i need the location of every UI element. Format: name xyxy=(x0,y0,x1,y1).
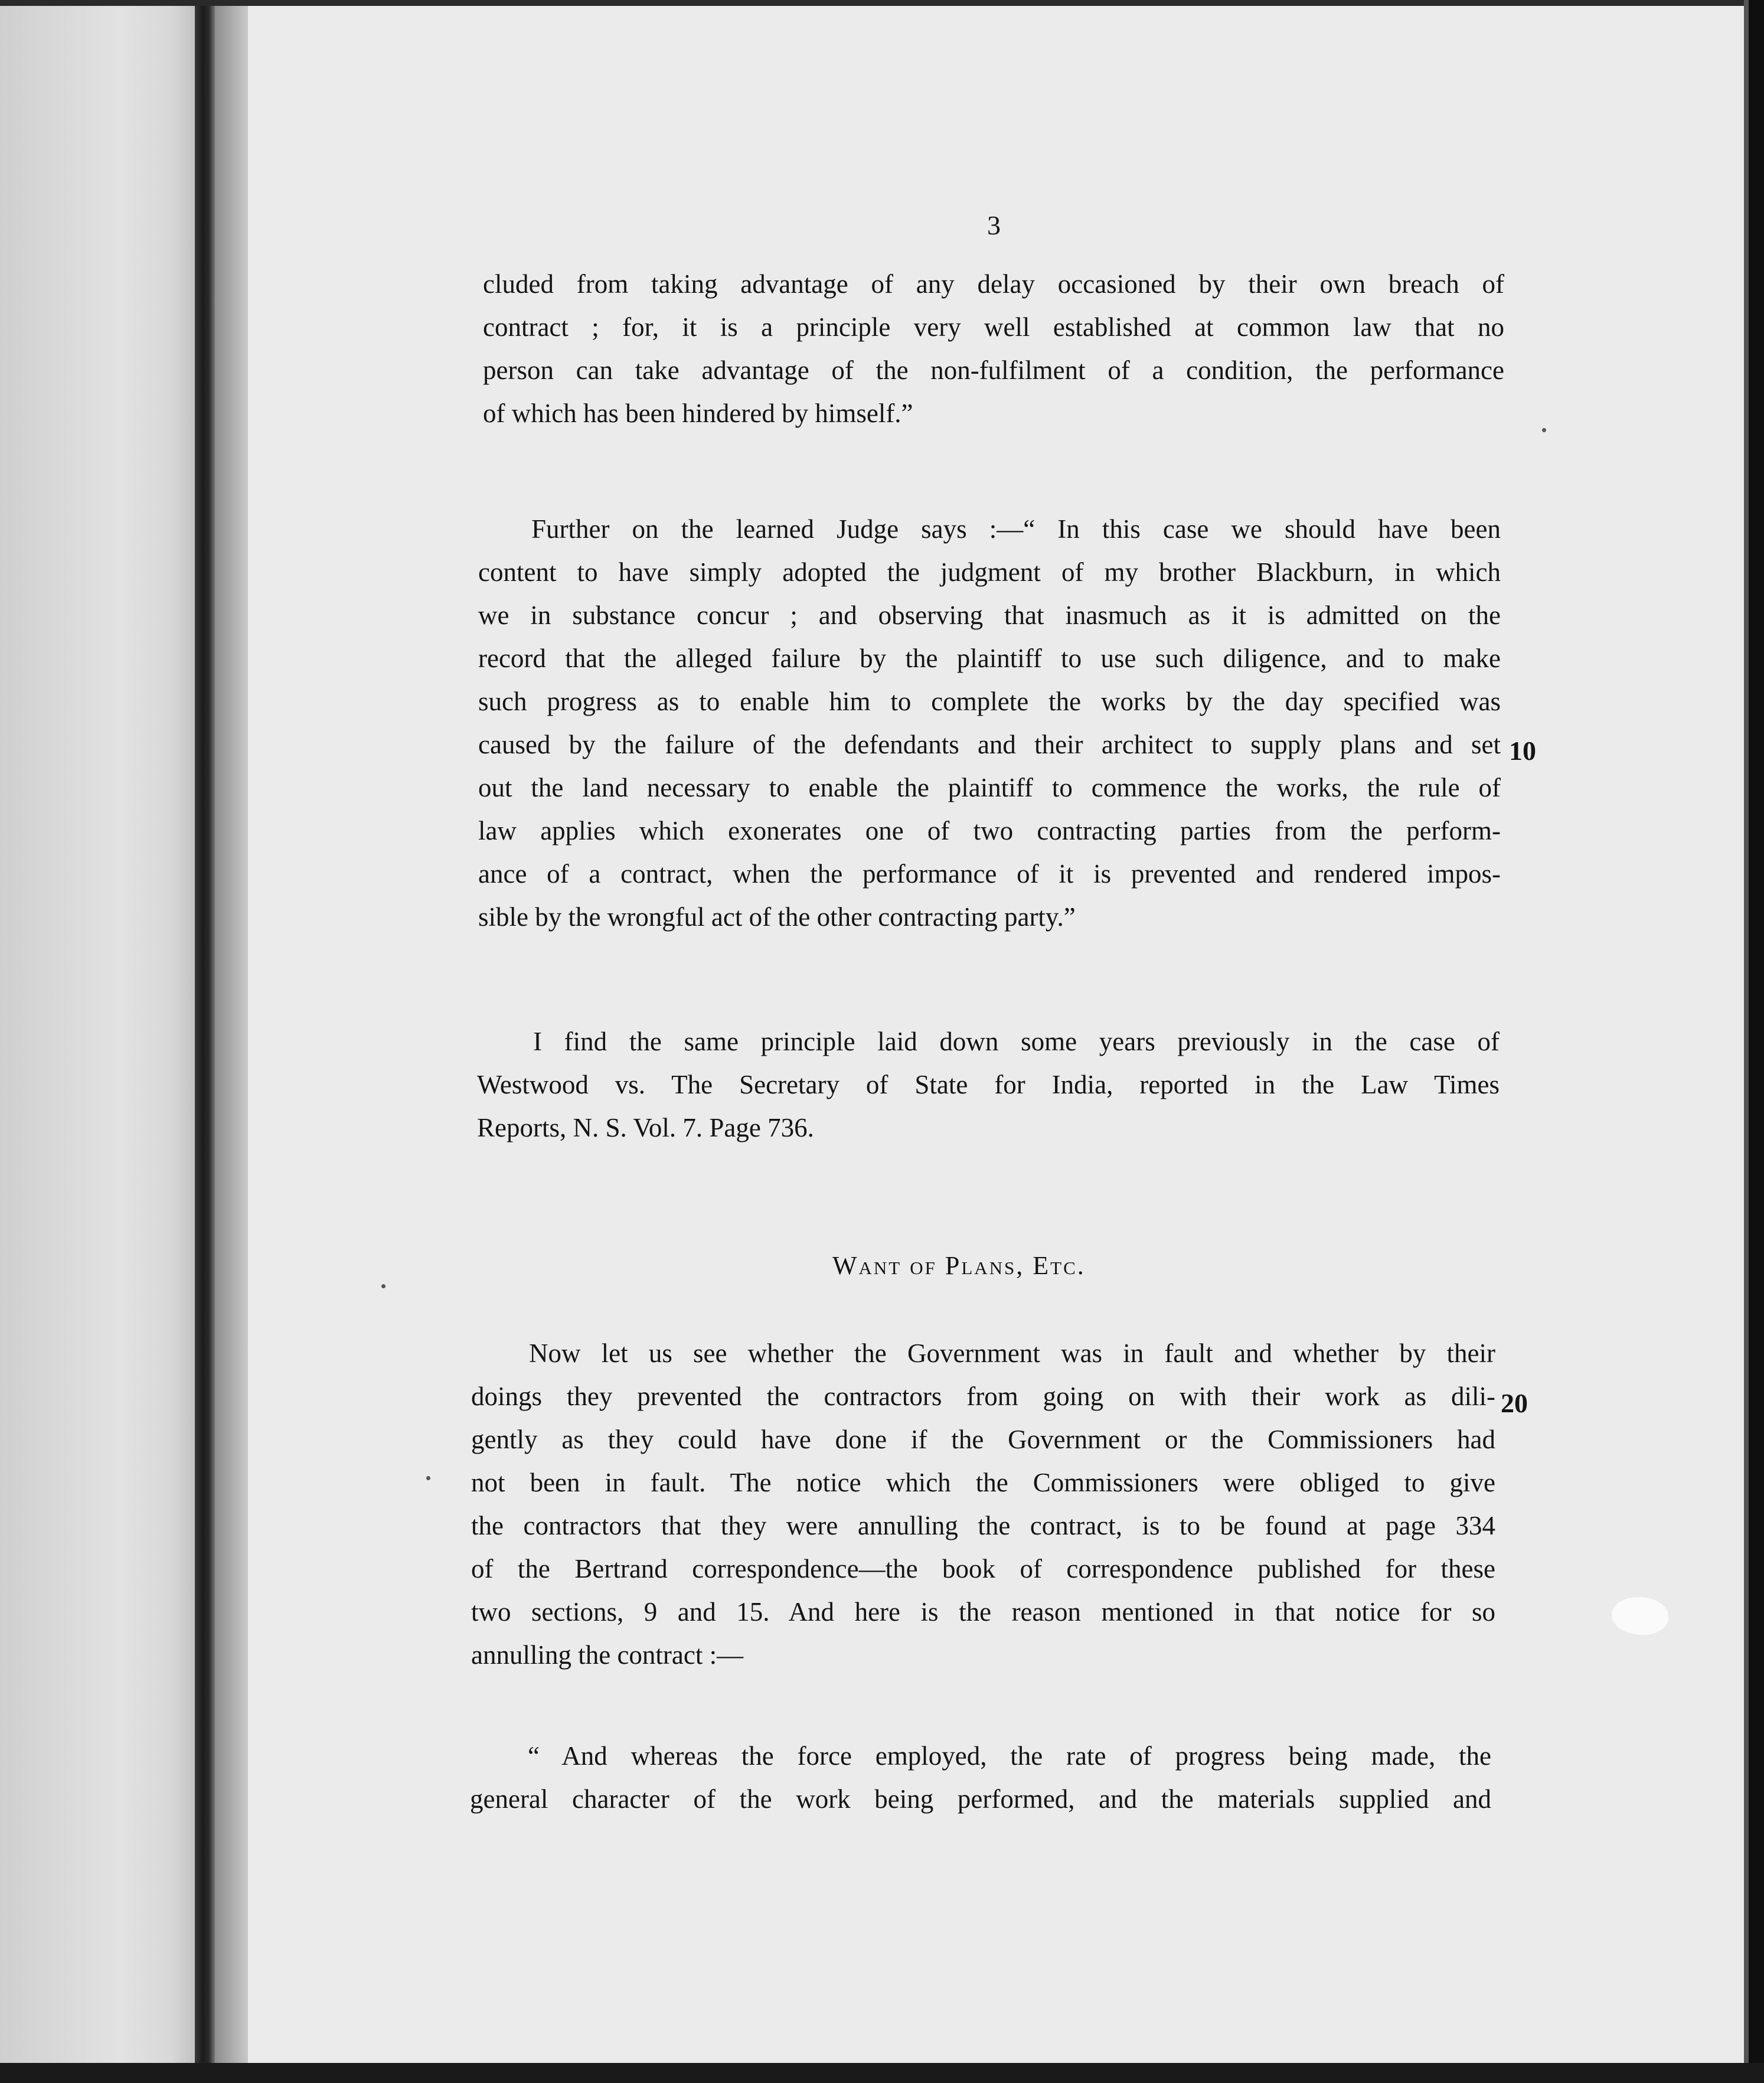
paragraph-1 xyxy=(483,263,1504,435)
text-line: Reports, N. S. Vol. 7. Page 736. xyxy=(477,1113,814,1142)
scan-bottom-border xyxy=(0,2063,1764,2083)
paragraph-4 xyxy=(471,1332,1495,1677)
scan-right-border xyxy=(1749,0,1764,2083)
text-line: Westwood vs. The Secretary of State for India, reported in the Law Times xyxy=(477,1070,1500,1099)
text-line: content to have simply adopted the judgment of my brother Blackburn, in which xyxy=(478,557,1501,587)
text-line: two sections, 9 and 15. And here is the reason mentioned in that notice for so xyxy=(471,1597,1495,1627)
dust-speck xyxy=(381,1284,386,1288)
paragraph-3 xyxy=(477,1020,1500,1150)
binding-shadow xyxy=(195,0,215,2083)
paragraph-5 xyxy=(470,1735,1491,1821)
dust-speck xyxy=(426,1476,430,1480)
text-line: person can take advantage of the non-fulfilment of a condition, the performance xyxy=(483,355,1504,385)
text-line: out the land necessary to enable the plaintiff to commence the works, the rule of xyxy=(478,773,1501,802)
text-line: we in substance concur ; and observing that inasmuch as it is admitted on the xyxy=(478,600,1501,630)
section-heading: Want of Plans, Etc. xyxy=(832,1251,1086,1280)
text-line: contract ; for, it is a principle very well established at common law that no xyxy=(483,312,1504,342)
text-line: law applies which exonerates one of two contracting parties from the perform- xyxy=(478,816,1501,845)
text-line: general character of the work being performed, and the materials supplied and xyxy=(470,1784,1491,1814)
text-line: such progress as to enable him to complete the works by the day specified was xyxy=(478,687,1501,716)
page-number: 3 xyxy=(987,210,1001,240)
text-line: doings they prevented the contractors from going on with their work as dili- xyxy=(471,1382,1495,1411)
dust-speck xyxy=(1542,428,1546,432)
text-line: annulling the contract :— xyxy=(471,1640,744,1670)
paragraph-2 xyxy=(478,508,1501,939)
line-number-20: 20 xyxy=(1501,1388,1528,1418)
text-line: caused by the failure of the defendants and their architect to supply plans and set xyxy=(478,730,1501,759)
adjacent-page-strip xyxy=(0,0,201,2083)
text-line: of the Bertrand correspondence—the book of correspondence published for these xyxy=(471,1554,1495,1584)
text-line: “ And whereas the force employed, the rate of progress being made, the xyxy=(528,1741,1491,1771)
scan-right-edge xyxy=(1744,0,1749,2083)
page-gutter xyxy=(215,0,248,2083)
text-line: Further on the learned Judge says :—“ In this case we should have been xyxy=(531,514,1501,544)
line-number-10: 10 xyxy=(1509,736,1536,766)
text-line: not been in fault. The notice which the Commissioners were obliged to give xyxy=(471,1468,1495,1497)
text-line: Now let us see whether the Government was in fault and whether by their xyxy=(529,1338,1495,1368)
text-line: record that the alleged failure by the plaintiff to use such diligence, and to make xyxy=(478,644,1501,673)
text-line: I find the same principle laid down some years previously in the case of xyxy=(533,1027,1500,1056)
text-line: of which has been hindered by himself.” xyxy=(483,399,913,428)
scan-top-border xyxy=(0,0,1764,6)
text-line: gently as they could have done if the Government or the Commissioners had xyxy=(471,1425,1495,1454)
text-line: ance of a contract, when the performance of it is prevented and rendered impos- xyxy=(478,859,1501,889)
text-line: sible by the wrongful act of the other contracting party.” xyxy=(478,902,1076,932)
text-line: the contractors that they were annulling the contract, is to be found at page 334 xyxy=(471,1511,1495,1540)
text-line: cluded from taking advantage of any delay occasioned by their own breach of xyxy=(483,269,1504,299)
